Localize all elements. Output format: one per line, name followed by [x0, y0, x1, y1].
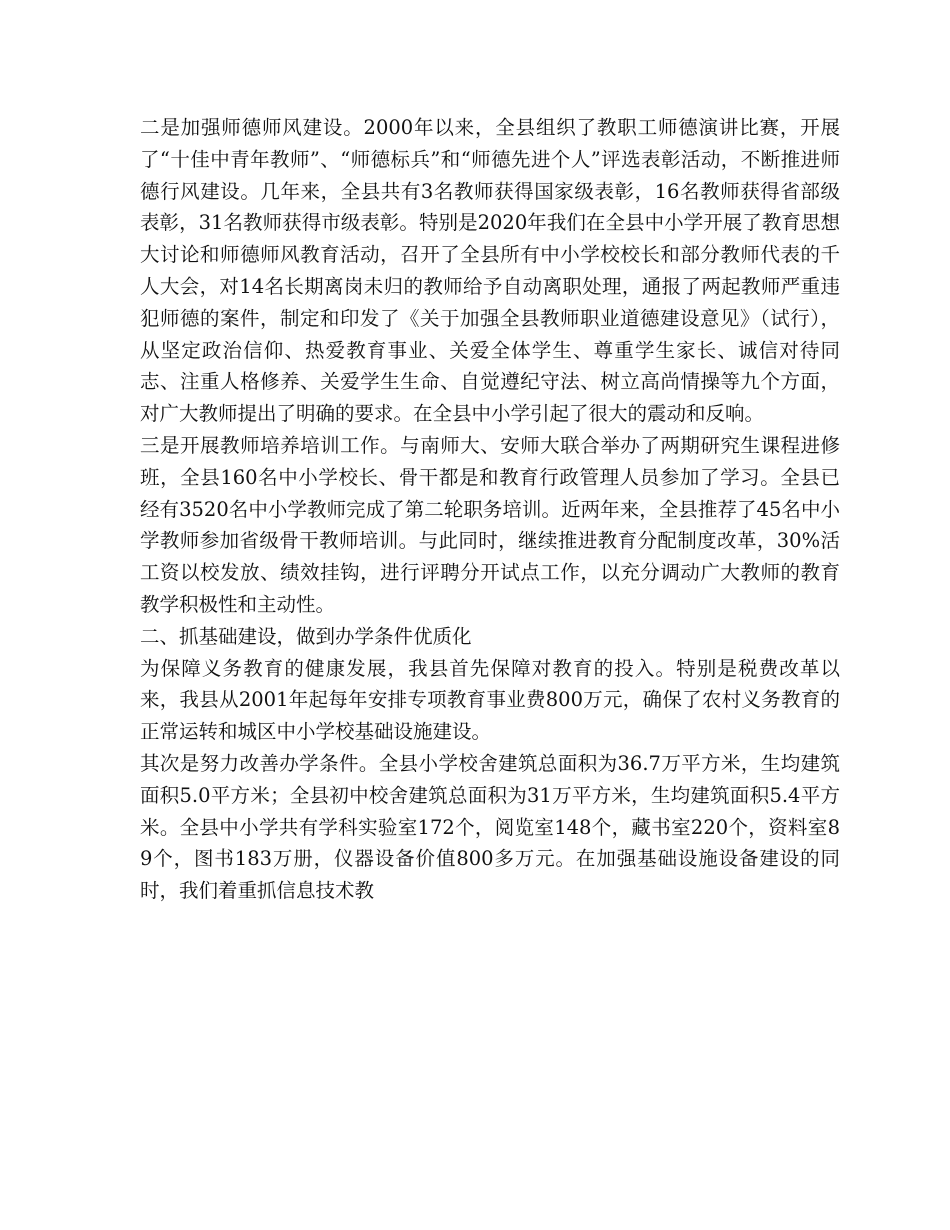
- paragraph-school-conditions: 其次是努力改善办学条件。全县小学校舍建筑总面积为36.7万平方米，生均建筑面积5.0平方米；全县初中校舍建筑总面积为31万平方米，生均建筑面积5.4平方米。全县中小学共有学科实验室172个，阅览室148个，藏书室220个，资料室89个，图书183万册，仪器设备价值800多万元。在加强基础设施设备建设的同时，我们着重抓信息技术教: [140, 751, 840, 903]
- section-heading-infrastructure: 二、抓基础建设，做到办学条件优质化: [140, 624, 472, 648]
- paragraph-teacher-training: 三是开展教师培养培训工作。与南师大、安师大联合举办了两期研究生课程进修班，全县160名中小学校长、骨干都是和教育行政管理人员参加了学习。全县已经有3520名中小学教师完成了第二轮职务培训。近两年来，全县推荐了45名中小学教师参加省级骨干教师培训。与此同时，继续推进教育分配制度改革，30%活工资以校发放、绩效挂钩，进行评聘分开试点工作，以充分调动广大教师的教育教学积极性和主动性。: [140, 433, 840, 616]
- paragraph-education-investment: 为保障义务教育的健康发展，我县首先保障对教育的投入。特别是税费改革以来，我县从2001年起每年安排专项教育事业费800万元，确保了农村义务教育的正常运转和城区中小学校基础设施建设。: [140, 656, 840, 744]
- paragraph-teacher-ethics: 二是加强师德师风建设。2000年以来，全县组织了教职工师德演讲比赛，开展了“十佳中青年教师”、“师德标兵”和“师德先进个人”评选表彰活动，不断推进师德行风建设。几年来，全县共有3名教师获得国家级表彰，16名教师获得省部级表彰，31名教师获得市级表彰。特别是2020年我们在全县中小学开展了教育思想大讨论和师德师风教育活动，召开了全县所有中小学校校长和部分教师代表的千人大会，对14名长期离岗未归的教师给予自动离职处理，通报了两起教师严重违犯师德的案件，制定和印发了《关于加强全县教师职业道德建设意见》（试行），从坚定政治信仰、热爱教育事业、关爱全体学生、尊重学生家长、诚信对待同志、注重人格修养、关爱学生生命、自觉遵纪守法、树立高尚情操等九个方面，对广大教师提出了明确的要求。在全县中小学引起了很大的震动和反响。: [140, 116, 840, 426]
- document-body: [140, 112, 840, 907]
